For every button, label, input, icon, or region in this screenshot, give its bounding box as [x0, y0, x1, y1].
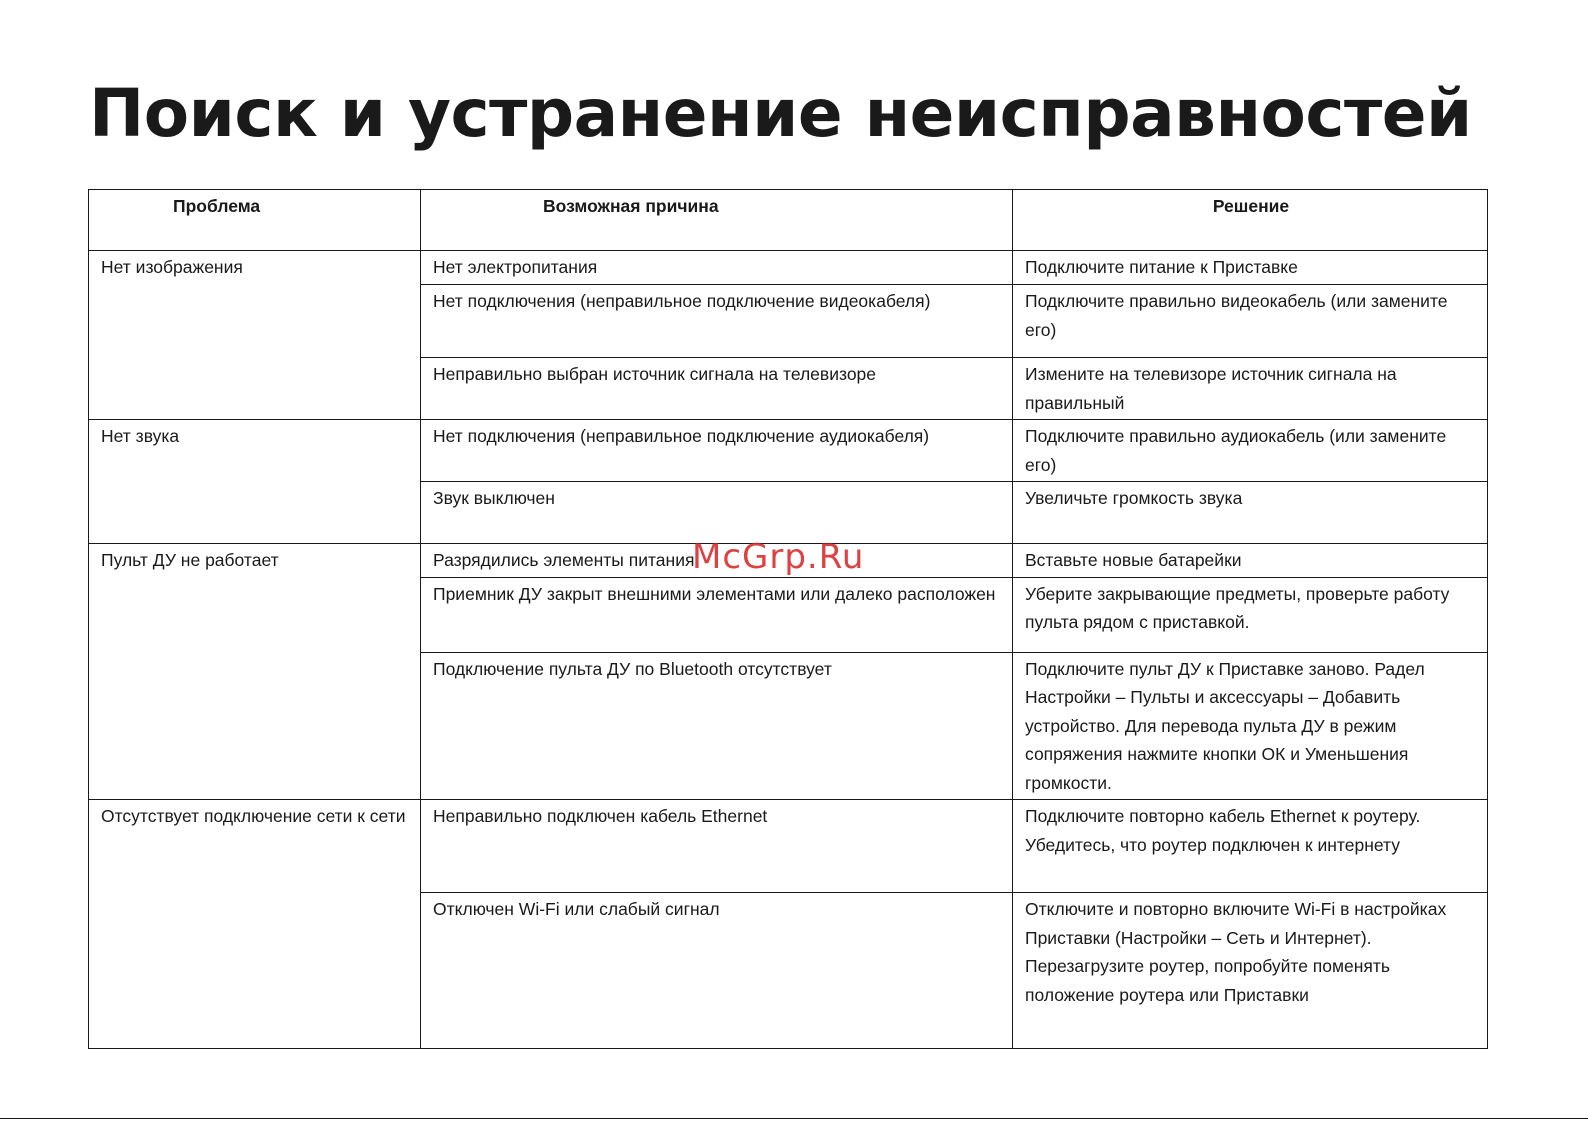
table-row — [89, 420, 1488, 482]
bottom-divider — [0, 1118, 1588, 1119]
cause-cell: Нет подключения (неправильное подключение аудиокабеля) — [421, 420, 1013, 482]
cause-cell: Звук выключен — [421, 482, 1013, 544]
page-title: Поиск и устранение неисправностей — [89, 75, 1472, 152]
cause-cell: Разрядились элементы питания — [421, 544, 1013, 578]
solution-cell: Уберите закрывающие предметы, проверьте работу пульта рядом с приставкой. — [1013, 577, 1488, 652]
solution-cell: Подключите правильно видеокабель (или замените его) — [1013, 285, 1488, 358]
solution-cell: Отключите и повторно включите Wi-Fi в настройках Приставки (Настройки – Сеть и Интернет). Перезагрузите роутер, попробуйте поменять положение роутера или Приставки — [1013, 893, 1488, 1049]
table-header-row — [89, 190, 1488, 251]
solution-cell: Подключите правильно аудиокабель (или замените его) — [1013, 420, 1488, 482]
watermark-text: McGrp.Ru — [692, 537, 865, 577]
troubleshooting-table — [88, 189, 1488, 1049]
cause-cell: Подключение пульта ДУ по Bluetooth отсутствует — [421, 652, 1013, 800]
solution-cell: Увеличьте громкость звука — [1013, 482, 1488, 544]
header-solution: Решение — [1013, 190, 1488, 251]
table-row — [89, 800, 1488, 893]
solution-cell: Подключите пульт ДУ к Приставке заново. Радел Настройки – Пульты и аксессуары – Добавить устройство. Для перевода пульта ДУ в режим сопряжения нажмите кнопки ОК и Уменьшения громкости. — [1013, 652, 1488, 800]
cause-cell: Отключен Wi-Fi или слабый сигнал — [421, 893, 1013, 1049]
solution-cell: Подключите питание к Приставке — [1013, 251, 1488, 285]
header-problem: Проблема — [89, 190, 421, 251]
cause-cell: Нет электропитания — [421, 251, 1013, 285]
problem-cell: Пульт ДУ не работает — [89, 544, 421, 800]
cause-cell: Неправильно подключен кабель Ethernet — [421, 800, 1013, 893]
problem-cell: Нет звука — [89, 420, 421, 544]
problem-cell: Отсутствует подключение сети к сети — [89, 800, 421, 1049]
header-cause: Возможная причина — [421, 190, 1013, 251]
cause-cell: Неправильно выбран источник сигнала на телевизоре — [421, 358, 1013, 420]
problem-cell: Нет изображения — [89, 251, 421, 420]
solution-cell: Вставьте новые батарейки — [1013, 544, 1488, 578]
table-row — [89, 251, 1488, 285]
solution-cell: Измените на телевизоре источник сигнала на правильный — [1013, 358, 1488, 420]
cause-cell: Нет подключения (неправильное подключение видеокабеля) — [421, 285, 1013, 358]
solution-cell: Подключите повторно кабель Ethernet к роутеру. Убедитесь, что роутер подключен к интернету — [1013, 800, 1488, 893]
cause-cell: Приемник ДУ закрыт внешними элементами или далеко расположен — [421, 577, 1013, 652]
